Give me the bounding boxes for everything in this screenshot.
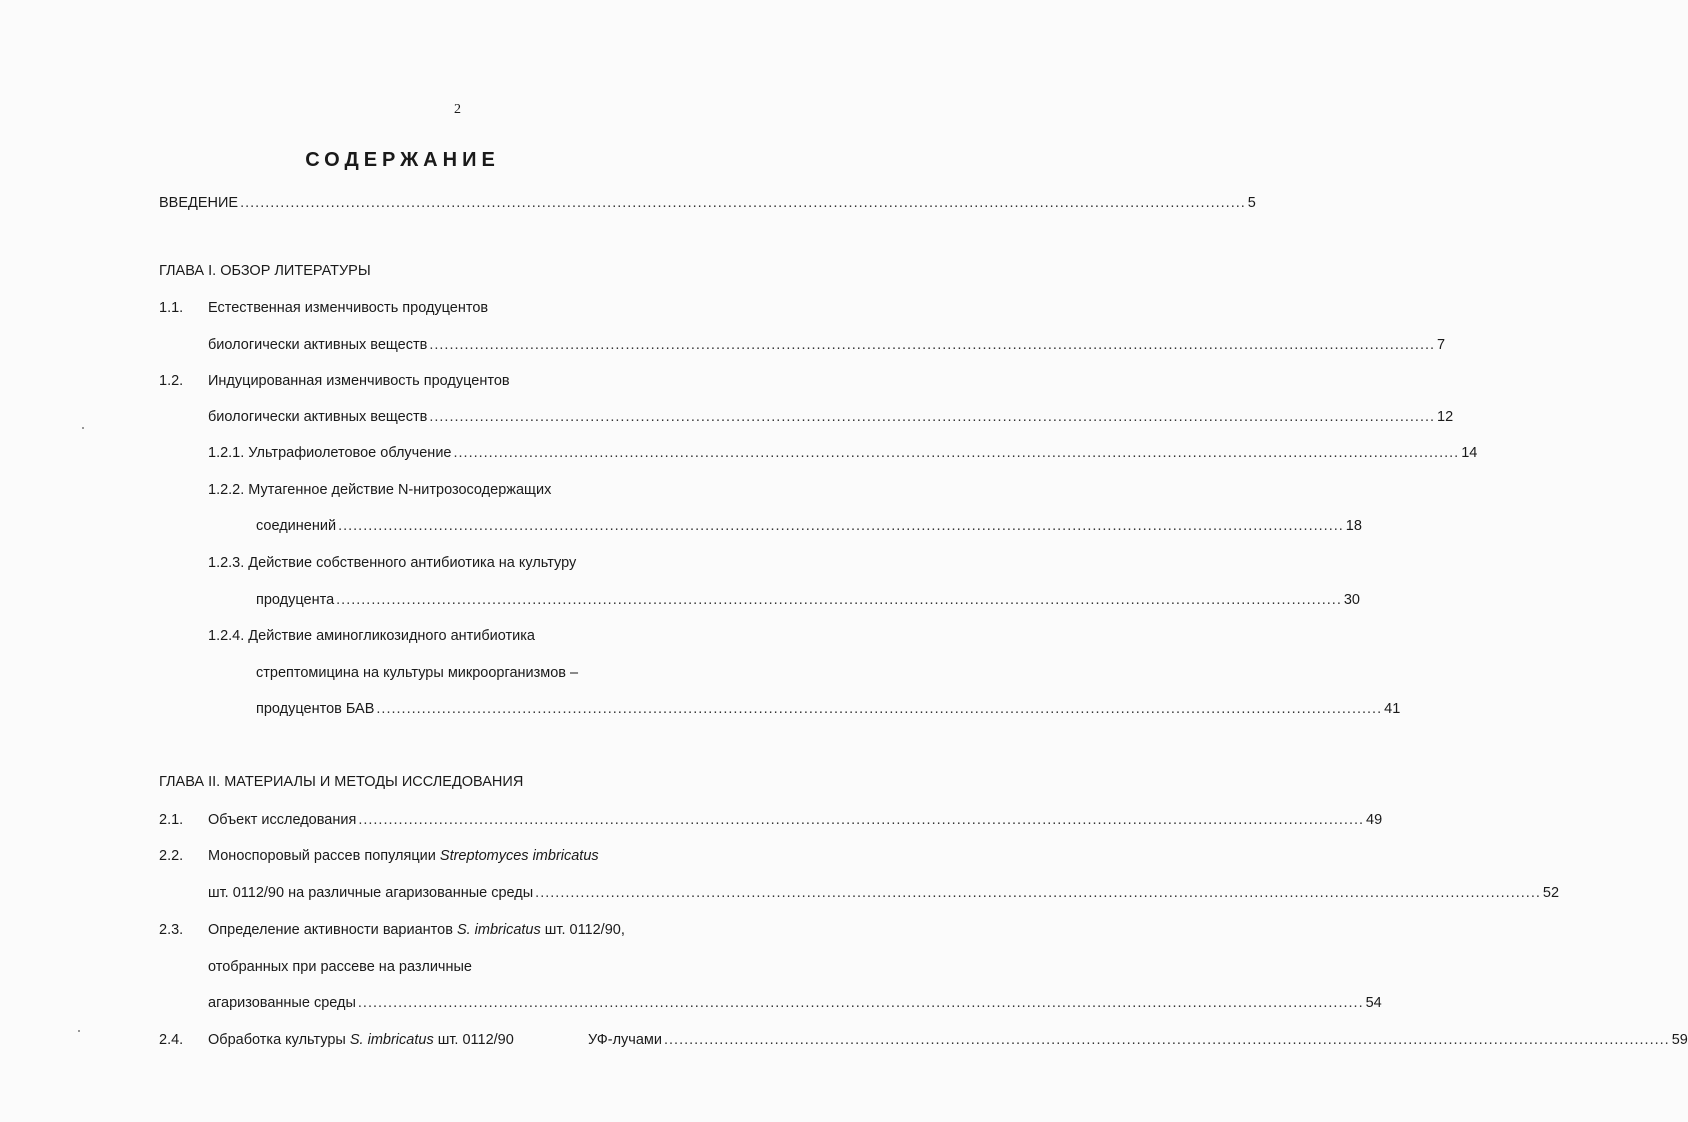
text: шт. 0112/90, — [544, 922, 625, 938]
section-number: 2.1. — [159, 812, 184, 828]
toc-entry-1-2-1: 1.2.1. Ультрафиолетовое облучение ........................................................................................................................................................................................................ 14 — [208, 445, 1478, 461]
toc-entry-2-3-line1 — [208, 921, 625, 939]
toc-entry-label: УФ-лучами — [588, 1032, 662, 1048]
toc-entry-page: 30 — [1343, 592, 1360, 608]
species-name: Streptomyces imbricatus — [439, 848, 599, 864]
species-name: S. imbricatus — [349, 1032, 434, 1048]
text: шт. 0112/90 — [437, 1032, 514, 1048]
text: Определение активности вариантов — [208, 922, 453, 938]
toc-entry-page: 52 — [1542, 885, 1560, 901]
toc-entry-2-1: Объект исследования ........................................................................................................................................................................................................ 49 — [208, 812, 1383, 828]
toc-entry-1-2-4: продуцентов БАВ ........................................................................................................................................................................................................ 41 — [256, 701, 1401, 717]
toc-entry-label: шт. 0112/90 на различные агаризованные среды — [208, 885, 534, 901]
text: Обработка культуры — [208, 1032, 346, 1048]
toc-entry-1-2-4-line1: 1.2.4. Действие аминогликозидного антибиотика — [208, 628, 535, 644]
toc-entry-label: 1.2.1. Ультрафиолетовое облучение — [208, 445, 452, 461]
toc-entry-intro: ВВЕДЕНИЕ ........................................................................................................................................................................................................ 5 — [159, 195, 1256, 211]
toc-entry-1-2-2-line1: 1.2.2. Мутагенное действие N-нитрозосодержащих — [208, 482, 552, 498]
chapter-2-heading: ГЛАВА II. МАТЕРИАЛЫ И МЕТОДЫ ИССЛЕДОВАНИЯ — [159, 774, 524, 790]
toc-entry-label: продуцента — [256, 592, 335, 608]
toc-entry-page: 41 — [1384, 701, 1401, 717]
section-number: 2.3. — [159, 922, 184, 938]
toc-entry-1-2-2: соединений ........................................................................................................................................................................................................ 18 — [256, 518, 1362, 534]
toc-entry-1-2: биологически активных веществ ........................................................................................................................................................................................................ 12 — [208, 409, 1454, 425]
toc-entry-label: соединений — [256, 518, 337, 534]
toc-entry-1-2-3: продуцента ........................................................................................................................................................................................................ 30 — [256, 592, 1360, 608]
chapter-1-heading: ГЛАВА I. ОБЗОР ЛИТЕРАТУРЫ — [159, 263, 371, 279]
toc-entry-label: агаризованные среды — [208, 995, 356, 1011]
toc-entry-label: биологически активных веществ — [208, 409, 428, 425]
toc-entry-2-3: агаризованные среды ........................................................................................................................................................................................................ 54 — [208, 995, 1382, 1011]
toc-entry-page: 59 — [1671, 1032, 1688, 1048]
toc-entry-label: продуцентов БАВ — [256, 701, 375, 717]
toc-entry-1-1-line1: Естественная изменчивость продуцентов — [208, 300, 489, 316]
toc-entry-2-3-line2: отобранных при рассеве на различные — [208, 959, 472, 975]
toc-entry-page: 18 — [1345, 518, 1362, 534]
toc-entry-2-2: шт. 0112/90 на различные агаризованные среды ........................................................................................................................................................................................................ 52 — [208, 885, 1560, 901]
section-number: 2.2. — [159, 848, 184, 864]
toc-entry-page: 7 — [1437, 337, 1446, 353]
toc-entry-page: 12 — [1437, 409, 1454, 425]
toc-entry-2-2-line1 — [208, 847, 599, 865]
species-name: S. imbricatus — [456, 922, 541, 938]
page-number: 2 — [454, 102, 461, 117]
toc-entry-label: биологически активных веществ — [208, 337, 428, 353]
toc-entry-1-2-line1: Индуцированная изменчивость продуцентов — [208, 373, 510, 389]
toc-entry-2-4-line1 — [208, 1031, 514, 1049]
toc-entry-page: 5 — [1247, 195, 1256, 211]
section-number: 2.4. — [159, 1032, 184, 1048]
scan-speck — [78, 1030, 80, 1032]
section-number: 1.2. — [159, 373, 184, 389]
toc-entry-label: ВВЕДЕНИЕ — [159, 195, 239, 211]
section-number: 1.1. — [159, 300, 184, 316]
page-title: СОДЕРЖАНИЕ — [305, 149, 500, 171]
toc-entry-page: 54 — [1365, 995, 1382, 1011]
toc-entry-1-2-3-line1: 1.2.3. Действие собственного антибиотика на культуру — [208, 555, 577, 571]
toc-entry-2-4: УФ-лучами ........................................................................................................................................................................................................ 59 — [588, 1032, 1688, 1048]
toc-entry-1-2-4-line2: стрептомицина на культуры микроорганизмов – — [256, 665, 579, 681]
toc-entry-page: 14 — [1461, 445, 1478, 461]
text: Моноспоровый рассев популяции — [208, 848, 436, 864]
scan-speck — [82, 427, 84, 429]
toc-entry-1-1: биологически активных веществ ........................................................................................................................................................................................................ 7 — [208, 337, 1446, 353]
toc-entry-page: 49 — [1366, 812, 1383, 828]
toc-entry-label: Объект исследования — [208, 812, 357, 828]
